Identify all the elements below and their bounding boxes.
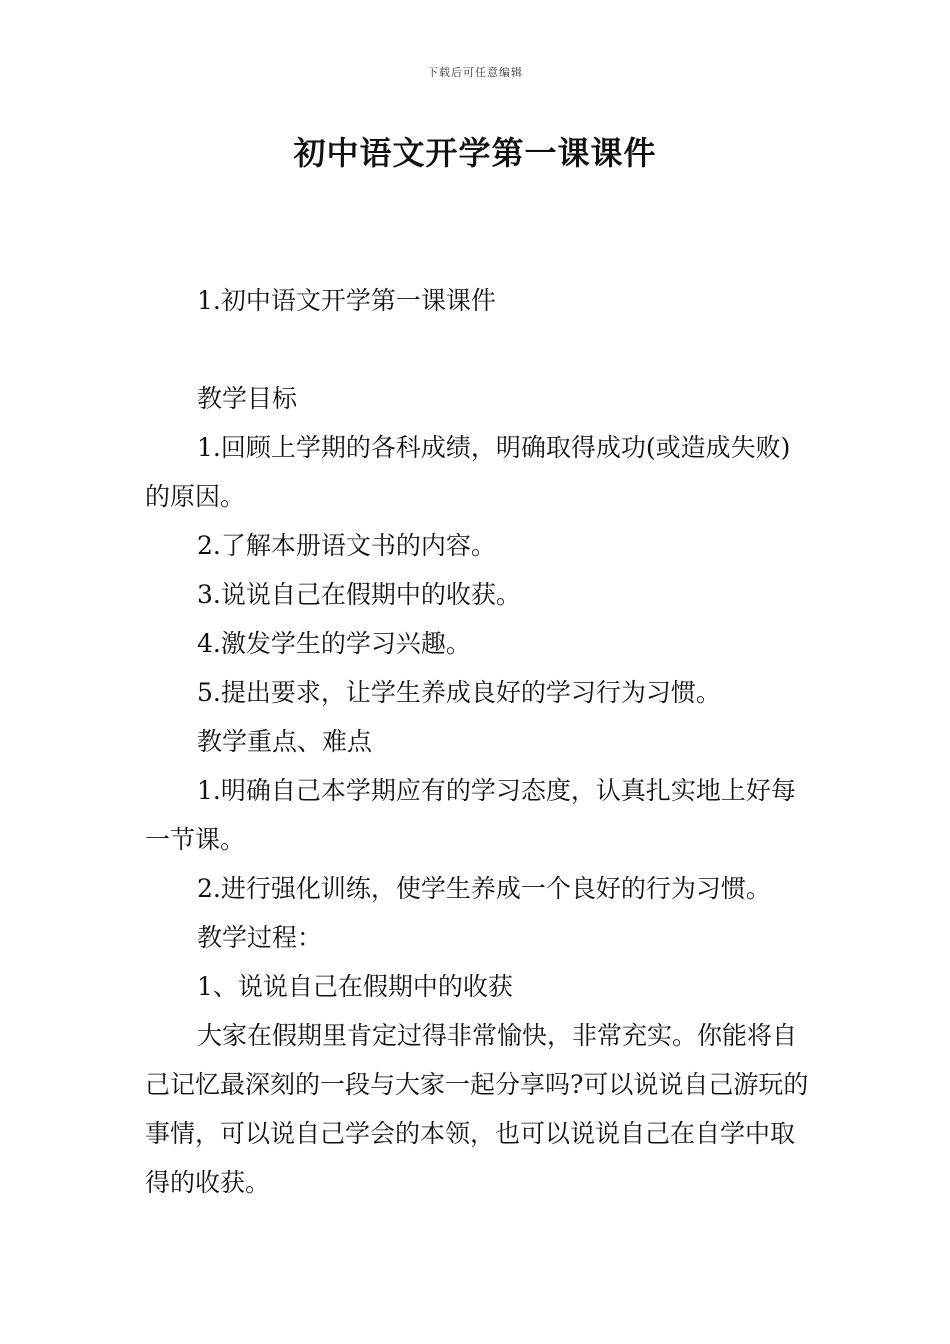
paragraph: 1.明确自己本学期应有的学习态度，认真扎实地上好每一节课。 <box>145 776 796 854</box>
subsection-heading: 教学重点、难点 <box>197 727 373 756</box>
paragraph: 1、说说自己在假期中的收获 <box>197 972 513 1001</box>
document-title: 初中语文开学第一课课件 <box>293 134 657 172</box>
paragraph: 2.了解本册语文书的内容。 <box>197 531 496 560</box>
section-heading: 1.初中语文开学第一课课件 <box>197 286 496 315</box>
paragraph: 5.提出要求，让学生养成良好的学习行为习惯。 <box>197 678 721 707</box>
paragraph: 3.说说自己在假期中的收获。 <box>197 580 521 609</box>
subsection-heading: 教学目标 <box>197 384 298 413</box>
paragraph: 2.进行强化训练，使学生养成一个良好的行为习惯。 <box>197 874 771 903</box>
paragraph: 大家在假期里肯定过得非常愉快，非常充实。你能将自己记忆最深刻的一段与大家一起分享吗?可以说说自己游玩的事情，可以说自己学会的本领，也可以说说自己在自学中取得的收获。 <box>145 1021 809 1197</box>
paragraph: 4.激发学生的学习兴趣。 <box>197 629 471 658</box>
subsection-heading: 教学过程： <box>197 923 323 952</box>
header-note: 下载后可任意编辑 <box>427 66 523 79</box>
paragraph: 1.回顾上学期的各科成绩，明确取得成功(或造成失败)的原因。 <box>145 433 791 511</box>
document-body <box>145 276 809 1207</box>
